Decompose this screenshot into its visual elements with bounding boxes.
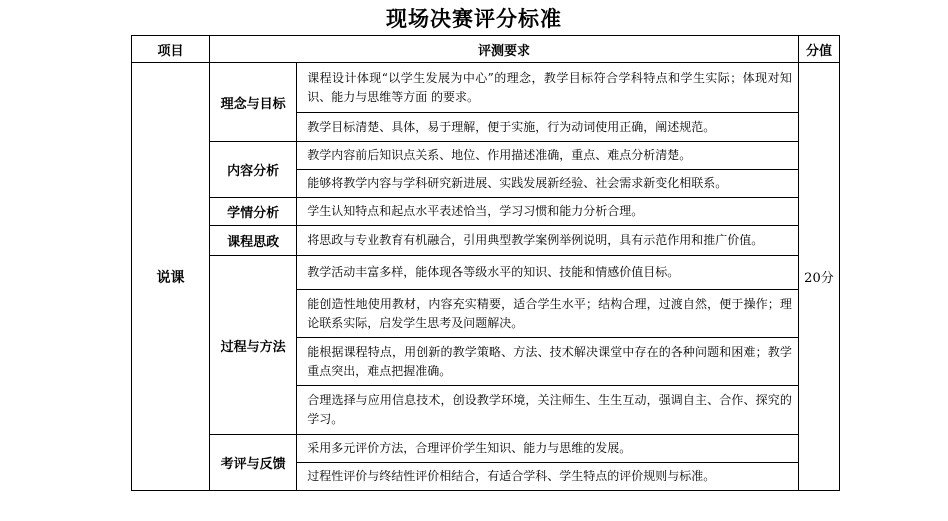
requirement-cell: 能创造性地使用教材，内容充实精要，适合学生水平；结构合理，过渡自然，便于操作；理论联系实际，启发学生思考及问题解决。 (297, 290, 799, 338)
requirement-cell: 过程性评价与终结性评价相结合，有适合学科、学生特点的评价规则与标准。 (297, 463, 799, 491)
requirement-cell: 将思政与专业教育有机融合，引用典型教学案例举例说明，具有示范作用和推广价值。 (297, 226, 799, 256)
requirement-cell: 教学内容前后知识点关系、地位、作用描述准确，重点、难点分析清楚。 (297, 142, 799, 170)
requirement-cell: 合理选择与应用信息技术，创设教学环境，关注师生、生生互动，强调自主、合作、探究的学习。 (297, 386, 799, 435)
table-row (132, 63, 840, 113)
requirement-cell: 采用多元评价方法，合理评价学生知识、能力与思维的发展。 (297, 435, 799, 463)
section-name-cell: 理念与目标 (210, 63, 297, 142)
requirement-cell: 学生认知特点和起点水平表述恰当，学习习惯和能力分析合理。 (297, 198, 799, 226)
scoring-table (131, 35, 840, 491)
requirement-cell: 能根据课程特点，用创新的教学策略、方法、技术解决课堂中存在的各种问题和困难；教学重点突出，难点把握准确。 (297, 338, 799, 386)
requirement-cell: 教学目标清楚、具体，易于理解，便于实施，行为动词使用正确，阐述规范。 (297, 113, 799, 142)
section-name-cell: 考评与反馈 (210, 435, 297, 491)
table-row (132, 435, 840, 463)
table-row (132, 142, 840, 170)
section-name-cell: 过程与方法 (210, 256, 297, 435)
item-cell: 说课 (132, 63, 210, 491)
requirement-cell: 课程设计体现“以学生发展为中心”的理念，教学目标符合学科特点和学生实际；体现对知识、能力与思维等方面 的要求。 (297, 63, 799, 113)
table-row (132, 226, 840, 256)
section-name-cell: 课程思政 (210, 226, 297, 256)
table-row (132, 256, 840, 290)
table-row (132, 198, 840, 226)
requirement-cell: 教学活动丰富多样，能体现各等级水平的知识、技能和情感价值目标。 (297, 256, 799, 290)
requirement-cell: 能够将教学内容与学科研究新进展、实践发展新经验、社会需求新变化相联系。 (297, 170, 799, 198)
header-item: 项目 (132, 36, 210, 63)
score-cell: 20分 (798, 63, 839, 491)
header-requirements: 评测要求 (210, 36, 799, 63)
section-name-cell: 内容分析 (210, 142, 297, 198)
page-title: 现场决赛评分标准 (386, 6, 562, 31)
section-name-cell: 学情分析 (210, 198, 297, 226)
table-body (132, 63, 840, 491)
table-header-row (132, 36, 840, 63)
header-score: 分值 (798, 36, 839, 63)
